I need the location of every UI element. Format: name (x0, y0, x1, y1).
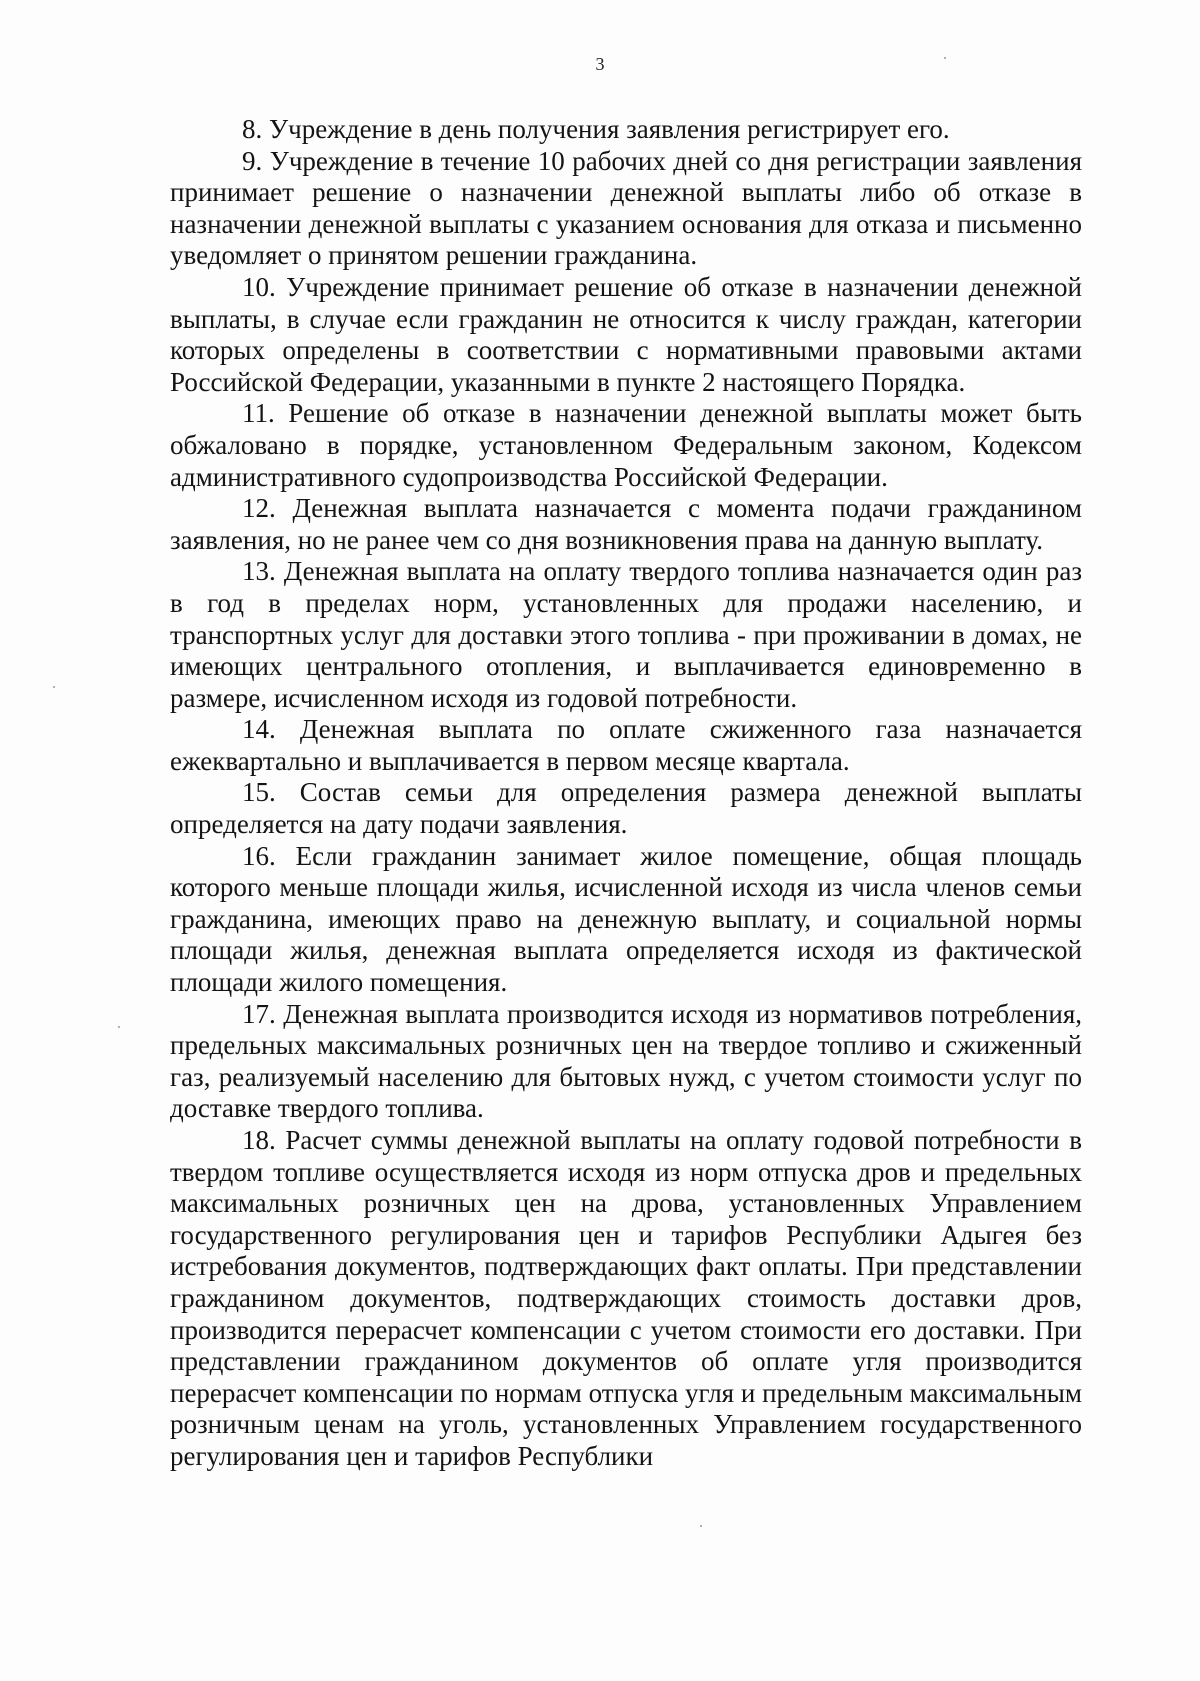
paragraph-14: 14. Денежная выплата по оплате сжиженного газа назначается ежеквартально и выплачивается в первом месяце квартала. (170, 714, 1082, 776)
paragraph-8: 8. Учреждение в день получения заявления регистрирует его. (242, 114, 950, 144)
paragraph-15: 15. Состав семьи для определения размера денежной выплаты определяется на дату подачи заявления. (170, 777, 1082, 840)
document-body (170, 114, 1082, 1473)
scan-speck (118, 1026, 120, 1028)
scan-speck (53, 686, 55, 688)
paragraph-11: 11. Решение об отказе в назначении денежной выплаты может быть обжаловано в порядке, установленном Федеральным законом, Кодексом административного судопроизводства Российской Федерации. (170, 398, 1082, 492)
paragraph-13: 13. Денежная выплата на оплату твердого топлива назначается один раз в год в пределах норм, установленных для продажи населению, и транспортных услуг для доставки этого топлива - при проживании в домах, не имеющих центрального отопления, и выплачивается единовременно в размере, исчисленном исходя из годовой потребности. (170, 556, 1082, 713)
scan-speck (944, 57, 946, 59)
paragraph-18: 18. Расчет суммы денежной выплаты на оплату годовой потребности в твердом топливе осуществляется исходя из норм отпуска дров и предельных максимальных розничных цен на дрова, установленных Управлением государственного регулирования цен и тарифов Республики Адыгея без истребования документов, подтверждающих факт оплаты. При представлении гражданином документов, подтверждающих стоимость доставки дров, производится перерасчет компенсации с учетом стоимости его доставки. При представлении гражданином документов об оплате угля производится перерасчет компенсации по нормам отпуска угля и предельным максимальным розничным ценам на уголь, установленных Управлением государственного регулирования цен и тарифов Республики (170, 1125, 1082, 1471)
scan-speck (700, 1525, 702, 1527)
paragraph-17: 17. Денежная выплата производится исходя из нормативов потребления, предельных максимальных розничных цен на твердое топливо и сжиженный газ, реализуемый населению для бытовых нужд, с учетом стоимости услуг по доставке твердого топлива. (170, 998, 1082, 1124)
page-number: 3 (595, 54, 605, 74)
paragraph-10: 10. Учреждение принимает решение об отказе в назначении денежной выплаты, в случае если гражданин не относится к числу граждан, категории которых определены в соответствии с нормативными правовыми актами Российской Федерации, указанными в пункте 2 настоящего Порядка. (170, 271, 1082, 397)
paragraph-12: 12. Денежная выплата назначается с момента подачи гражданином заявления, но не ранее чем со дня возникновения права на данную выплату. (170, 493, 1082, 555)
paragraph-9: 9. Учреждение в течение 10 рабочих дней со дня регистрации заявления принимает решение о назначении денежной выплаты либо об отказе в назначении денежной выплаты с указанием основания для отказа и письменно уведомляет о принятом решении гражданина. (170, 145, 1082, 271)
paragraph-16: 16. Если гражданин занимает жилое помещение, общая площадь которого меньше площади жилья, исчисленной исходя из числа членов семьи гражданина, имеющих право на денежную выплату, и социальной нормы площади жилья, денежная выплата определяется исходя из фактической площади жилого помещения. (170, 840, 1082, 998)
